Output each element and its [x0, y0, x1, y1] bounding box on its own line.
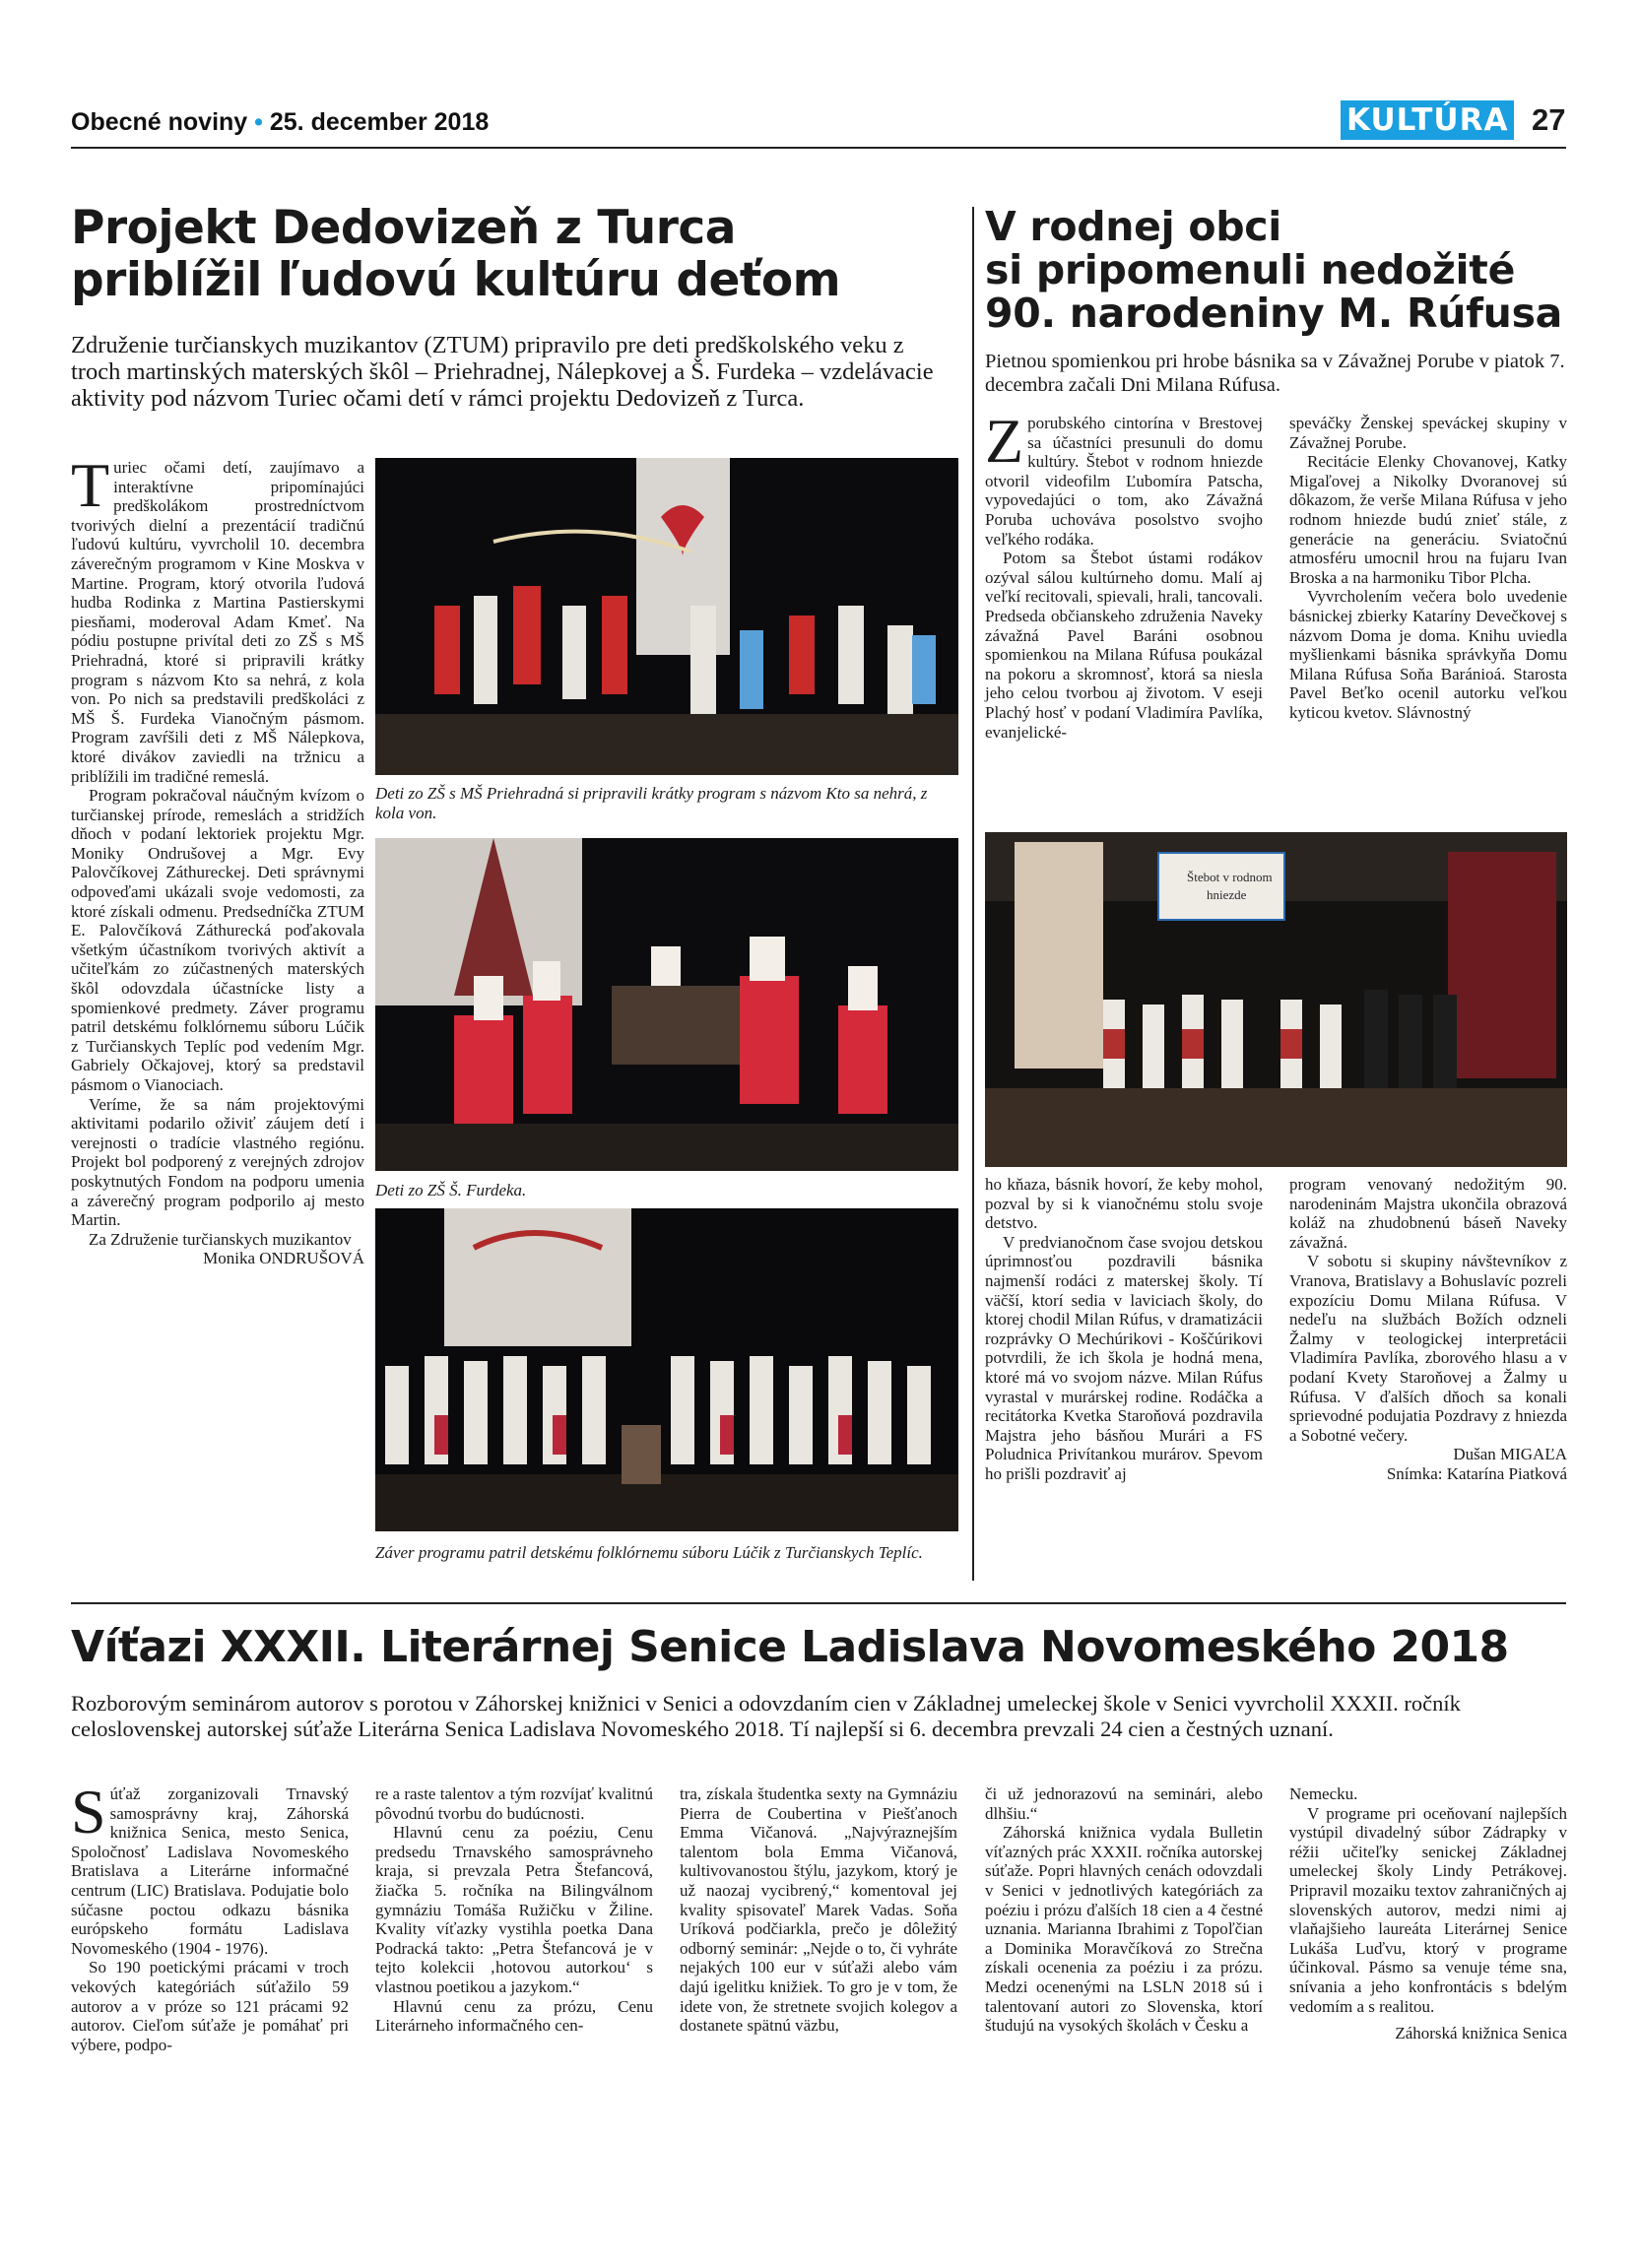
article1-paragraph: Program pokračoval náučným kvízom o turčianskej prírode, remeslách a stridžích dňoch v podaní lektoriek projektu Mgr. Moniky Ondrušovej a Mgr. Evy Palovčíkovej Záthureckej. Deti správnymi odpoveďami ukázali svoje vedomosti, za ktoré získali odmenu. Predsedníčka ZTUM E. Palovčíková Záthurecká poďakovala všetkým účastníkom tvorivých aktivít a učiteľkám zo zúčastnených materských škôl odovzdala účastnícke listy a spomienkové predmety. Záver programu patril detskému folklórnemu súboru Lúčik z Turčianskych Teplíc pod vedením Mgr. Gabriely Očkajovej, ktorý sa predstavil pásmom o Vianociach. [71, 786, 364, 1094]
article3-paragraph: či už jednorazovú na seminári, alebo dlhšiu.“ [985, 1784, 1263, 1823]
article2-col4 [1289, 1175, 1567, 1484]
article3-col5 [1289, 1784, 1567, 2043]
section-label: KULTÚRA [1341, 100, 1514, 140]
article3-lead: Rozborovým seminárom autorov s porotou v Záhorskej knižnici v Senici a odovzdaním cien v Základnej umeleckej škole v Senici vyvrcholil XXXII. ročník celoslovenskej autorskej súťaže Literárna Senica Ladislava Novomeského 2018. Tí najlepší si 6. decembra prevzali 24 cien a čestných uznaní. [71, 1691, 1461, 1741]
photo-lucik-ensemble [375, 1208, 958, 1531]
article3-paragraph: Hlavnú cenu za poéziu, Cenu predsedu Trnavského samosprávneho kraja, si prevzala Petra Štefancová, žiačka 5. ročníka na Bilingválnom gymnáziu Tomáša Ružičku v Žiline. Kvality víťazky vystihla poetka Dana Podracká takto: „Petra Štefancová je v tejto kolekcii ‚hotovou autorkou‘ s vlastnou poetikou a jazykom.“ [375, 1823, 653, 1996]
article2-title-line1: V rodnej obci [985, 203, 1282, 250]
photo-stebot-stage [985, 832, 1567, 1167]
article3-paragraph: Hlavnú cenu za prózu, Cenu Literárneho informačného cen- [375, 1996, 653, 2036]
article3-col3 [680, 1784, 957, 2036]
article3-title: Víťazi XXXII. Literárnej Senice Ladislava Novomeského 2018 [71, 1622, 1509, 1672]
drop-cap: S [71, 1777, 106, 1847]
article2-paragraph: Vyvrcholením večera bolo uvedenie básnickej zbierky Kataríny Devečkovej s názvom Doma je doma. Knihu uviedla myšlienkami básnika správkyňa Domu Milana Rúfusa Soňa Baránioá. Starosta Pavel Beťko ocenil autorku veľkou kyticou kvetov. Slávnostný [1289, 587, 1567, 722]
article1-lead: Združenie turčianskych muzikantov (ZTUM) pripravilo pre deti predškolského veku z troch martinských materských škôl – Priehradnej, Nálepkovej a Š. Furdeka – vzdelávacie aktivity pod názvom Turiec očami detí v rámci projektu Dedovizeň z Turca. [71, 332, 934, 412]
photo1-caption: Deti zo ZŠ s MŠ Priehradná si pripravili krátky program s názvom Kto sa nehrá, z kola von. [375, 784, 928, 822]
article1-paragraph: uriec očami detí, zaujímavo a interaktívne pripomínajúci predškolákom prostredníctvom tvorivých dielní a prezentácií tradičnú ľudovú kultúru, vyvrcholil 10. decembra záverečným programom v Kine Moskva v Martine. Program, ktorý otvorila ľudová hudba Rodinka z Martina Pastierskymi piesňami, moderoval Adam Kmeť. Na pódiu postupne privítal deti zo ZŠ s MŠ Priehradná, ktoré si pripravili krátky program s názvom Kto sa nehrá, z kola von. Po nich sa predstavili predškoláci z MŠ Š. Furdeka Vianočným pásmom. Program zavŕšili deti z MŠ Nálepkova, ktoré divákov zaviedli na tržnicu a priblížili im tradičné remeslá. [71, 458, 364, 786]
article2-paragraph: V predvianočnom čase svojou detskou úprimnosťou pozdravili básnika najmenší rodáci z materskej školy. Tí väčší, ktorí sedia v laviciach školy, do ktorej chodil Milan Rúfus, v dramatizácii rozprávky O Mechúrikovi - Koščúrikovi potvrdili, že ich škola je hodná mena, ktoré má vo svojom názve. Milan Rúfus vyrastal v murárskej rodine. Rodáčka a recitátorka Kvetka Staroňová pozdravila Majstra jeho básňou Murári a FS Poludnica Privítankou murárov. Spevom ho prišli pozdraviť aj [985, 1232, 1263, 1483]
issue-date: 25. december 2018 [269, 108, 490, 136]
drop-cap: T [71, 450, 110, 520]
article3-paragraph: So 190 poetickými prácami v troch vekových kategóriách súťažilo 59 autorov a v próze so 121 prácami 92 autorov. Cieľom súťaže je pomáhať pri výbere, podpo- [71, 1958, 349, 2054]
article3-col4 [985, 1784, 1263, 2036]
article2-paragraph: Recitácie Elenky Chovanovej, Katky Migaľovej a Nikolky Dvoranovej sú dôkazom, že verše Milana Rúfusa v jeho rodnom hniezde budú znieť stále, z generácie na generáciu. Sviatočnú atmosféru umocnil hrou na fujaru Ivan Broska a na harmoniku Tibor Plcha. [1289, 452, 1567, 587]
photo-children-dance [375, 458, 958, 775]
banner-text: Štebot v rodnom [1187, 870, 1273, 884]
article2-title-line3: 90. narodeniny M. Rúfusa [985, 290, 1563, 337]
banner-text: hniezde [1207, 887, 1247, 902]
article1-paragraph: Za Združenie turčianskych muzikantov [89, 1229, 352, 1249]
article3-paragraph: Záhorská knižnica vydala Bulletin víťazných prác XXXII. ročníka autorskej súťaže. Popri hlavných cenách odovzdali v Senici v jednotlivých kategóriách za poéziu i prózu ďalších 18 cien a 4 čestné uznania. Marianna Ibrahimi z Topoľčian a Dominika Moravčíková zo Strečna získali ocenenia za poéziu i za prózu. Medzi ocenenými na LSLN 2018 sú i talentovaní autori zo Slovenska, ktorí študujú na vysokých školách v Česku a [985, 1823, 1263, 2036]
article2-col1 [985, 406, 1263, 742]
drop-cap: Z [985, 406, 1024, 476]
header-rule [71, 147, 1566, 149]
article2-paragraph: speváčky Ženskej speváckej skupiny v Závažnej Porube. [1289, 414, 1567, 452]
article3-paragraph: tra, získala študentka sexty na Gymnáziu Pierra de Coubertina v Piešťanoch Emma Vičanová. „Najvýraznejším talentom bola Emma Vičanová, kultivovanostou štýlu, jazykom, ktorý je už naozaj vycibrený,“ komentoval jej kvality spisovateľ Marek Vadas. Soňa Uríková podčiarkla, prečo je dôležitý odborný seminár: „Nejde o to, či vyhráte nejakých 100 eur v súťaži alebo vám dajú igelitku knižiek. To gro je v tom, že idete von, že stretnete svojich kolegov a dostanete spätnú väzbu, [680, 1784, 957, 2036]
article2-title [985, 205, 1576, 335]
article2-paragraph: program venovaný nedožitým 90. narodeninám Majstra ukončila obrazová koláž na zhudobnenú báseň Naveky závažná. [1289, 1175, 1567, 1252]
article3-signature: Záhorská knižnica Senica [1395, 2024, 1567, 2043]
article2-col2 [1289, 414, 1567, 723]
article1-paragraph: Veríme, že sa nám projektovými aktivitami podarilo oživiť záujem detí i verejnosti o tradície vlastného regiónu. Projekt bol podporený z verejných zdrojov poskytnutých Fondom na podporu umenia a záverečný program podporilo aj mesto Martin. [71, 1094, 364, 1230]
article2-paragraph: Potom sa Štebot ústami rodákov ozýval sálou kultúrneho domu. Malí aj veľkí recitovali, spievali, hrali, tancovali. Predseda občianskeho združenia Naveky závažná Pavel Baráni osobnou spomienkou na Milana Rúfusa poukázal na pokoru a skromnosť, ktorá sa niesla jeho celou tvorbou aj životom. V eseji Plachý hosť v podaní Vladimíra Pavlíka, evanjelické- [985, 549, 1263, 742]
photo-credit: Snímka: Katarína Piatková [1386, 1463, 1567, 1483]
article3-paragraph: Nemecku. [1289, 1784, 1358, 1803]
article2-paragraph: V sobotu si skupiny návštevníkov z Vranova, Bratislavy a Bohuslavíc pozreli expozíciu Domu Milana Rúfusa. V nedeľu na službách Božích odzneli Žalmy v teologickej interpretácii Vladimíra Pavlíka, zborového hlasu a v podaní Kvety Staroňovej a Žalmy u Rúfusa. V ďalších dňoch sa konali sprievodné podujatia Pozdravy z hniezda a Sobotné večery. [1289, 1252, 1567, 1445]
article3-col1 [71, 1777, 349, 2054]
article3-paragraph: re a raste talentov a tým rozvíjať kvalitnú pôvodnú tvorbu do budúcnosti. [375, 1784, 653, 1823]
article2-signature: Dušan MIGAĽA [1453, 1445, 1567, 1464]
publication-name: Obecné noviny [71, 108, 248, 136]
article2-lead: Pietnou spomienkou pri hrobe básnika sa v Závažnej Porube v piatok 7. decembra začali Dni Milana Rúfusa. [985, 351, 1565, 396]
article1-body [71, 450, 364, 1268]
photo-furdeka-children [375, 838, 958, 1171]
article3-paragraph: úťaž zorganizovali Trnavský samosprávny kraj, Záhorská knižnica Senica, mesto Senica, Spoločnosť Ladislava Novomeského Bratislava a Literárne informačné centrum (LIC) Bratislava. Podujatie bolo súčasne poctou odkazu básnika európskeho formátu Ladislava Novomeského (1904 - 1976). [71, 1784, 349, 1958]
article2-paragraph: porubského cintorína v Brestovej sa účastníci presunuli do domu kultúry. Štebot v rodnom hniezde otvoril videofilm Ľubomíra Patscha, vypovedajúci o tom, ako Závažná Poruba uchováva posolstvo svojho veľkého rodáka. [985, 414, 1263, 549]
article3-paragraph: V programe pri oceňovaní najlepších vystúpil divadelný súbor Zádrapky v réžii učiteľky senickej Základnej umeleckej školy Lindy Petrákovej. Pripravil mozaiku textov zahraničných aj slovenských autorov, medzi nimi aj vlaňajšieho laureáta Literárnej Senice Lukáša Luďvu, ktorý v programe účinkoval. Pásmo sa venuje téme sna, snívania a jeho konfrontácis s bdelým vedomím a s realitou. [1289, 1803, 1567, 2016]
column-divider [972, 207, 974, 1581]
article2-paragraph: ho kňaza, básnik hovorí, že keby mohol, pozval by si k vianočnému stolu svoje detstvo. [985, 1175, 1263, 1233]
article-separator [71, 1602, 1566, 1604]
masthead [71, 108, 489, 137]
photo2-caption: Deti zo ZŠ Š. Furdeka. [375, 1181, 527, 1199]
article1-signature: Monika ONDRUŠOVÁ [203, 1249, 364, 1268]
separator-dot: • [254, 108, 270, 136]
article1-title-line1: Projekt Dedovizeň z Turca [71, 201, 736, 255]
page-number: 27 [1532, 102, 1566, 137]
article2-col3 [985, 1175, 1263, 1484]
photo3-caption: Záver programu patril detskému folklórnemu súboru Lúčik z Turčianskych Teplíc. [375, 1543, 923, 1562]
article1-title-line2: priblížil ľudovú kultúru deťom [71, 253, 841, 307]
article1-title [71, 202, 957, 306]
article2-title-line2: si pripomenuli nedožité [985, 246, 1516, 293]
article3-col2 [375, 1784, 653, 2036]
